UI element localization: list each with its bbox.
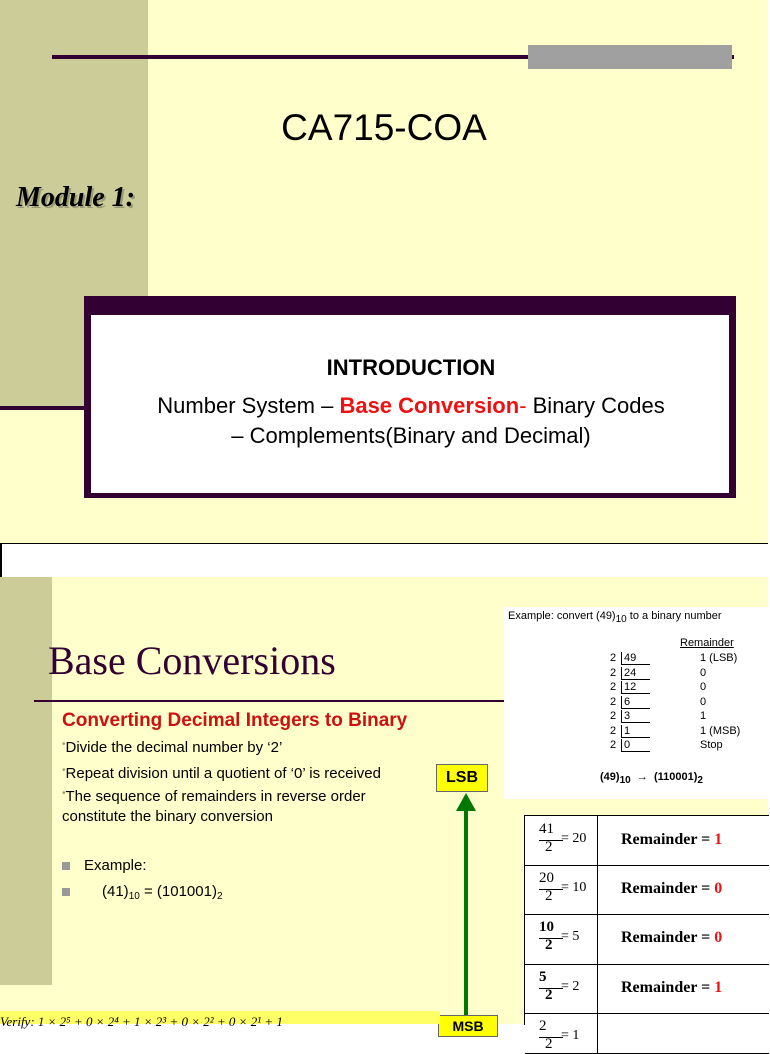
topic-box	[90, 314, 730, 494]
gray-accent-block	[528, 45, 732, 69]
remainder-digit: 1	[714, 831, 723, 848]
remainder-value: 0	[700, 666, 707, 679]
topic-text: Binary Codes	[526, 393, 665, 418]
left-rule	[0, 406, 84, 410]
example-label: Example:	[84, 857, 147, 874]
example-result: (49)10 → (110001)2	[600, 771, 703, 786]
denominator: 2	[545, 1036, 553, 1052]
divisor: 2	[610, 695, 617, 708]
lsb-label: LSB	[436, 764, 488, 792]
quotient: = 1	[561, 1028, 580, 1043]
numerator: 2	[539, 1018, 547, 1034]
dividend: 0	[621, 739, 650, 752]
remainder-header: Remainder	[680, 637, 734, 649]
quotient: = 5	[561, 929, 580, 944]
column-divider	[597, 865, 598, 914]
division-step	[610, 739, 770, 753]
remainder-value: 1 (MSB)	[700, 724, 741, 737]
divisor: 2	[610, 739, 617, 751]
remainder-text	[621, 831, 722, 849]
denominator: 2	[545, 937, 553, 953]
division-row	[525, 816, 769, 866]
remainder-label: Remainder =	[621, 929, 715, 946]
column-divider	[597, 1013, 598, 1053]
dividend: 24	[621, 667, 650, 680]
divisor: 2	[610, 652, 617, 664]
arrow-shaft	[464, 807, 468, 1025]
square-bullet	[62, 888, 70, 896]
denominator: 2	[545, 839, 553, 855]
divisor: 2	[610, 710, 617, 722]
dividend: 1	[621, 725, 650, 738]
quotient: = 20	[561, 831, 587, 846]
division-step	[610, 710, 770, 724]
divisor: 2	[610, 681, 617, 693]
topic-dash: -	[519, 393, 527, 418]
remainder-digit: 0	[714, 880, 723, 897]
divisor: 2	[610, 666, 617, 679]
dividend: 49	[621, 652, 650, 665]
remainder-digit: 0	[714, 929, 723, 946]
numerator: 20	[539, 870, 554, 886]
bullet-dot: •	[62, 739, 66, 750]
topic-text: Number System –	[157, 393, 340, 418]
division-table	[524, 815, 769, 1052]
column-divider	[597, 816, 598, 865]
division-step	[610, 652, 770, 666]
topic-highlight: Base Conversion	[339, 393, 520, 418]
module-label: Module 1:	[16, 182, 135, 213]
remainder-label: Remainder =	[621, 979, 715, 996]
verification-strip: Verify: 1 × 2⁵ + 0 × 2⁴ + 1 × 2³ + 0 × 2² + 0 × 2¹ + 1	[0, 1011, 440, 1024]
slide-title: Base Conversions	[48, 638, 336, 683]
remainder-label: Remainder =	[621, 880, 715, 897]
bullet-dot: •	[62, 765, 66, 776]
bullet-item: •Divide the decimal number by ‘2’	[62, 739, 283, 756]
division-step	[610, 667, 770, 681]
divisor: 2	[610, 724, 617, 737]
remainder-value: 0	[700, 695, 707, 708]
remainder-value: 0	[700, 681, 707, 693]
bullet-dot: •	[62, 788, 66, 799]
bullet-item: •The sequence of remainders in reverse order	[62, 788, 366, 805]
quotient: = 2	[561, 979, 580, 994]
slide-subtitle: Converting Decimal Integers to Binary	[62, 710, 408, 731]
division-step	[610, 696, 770, 710]
division-row	[525, 964, 769, 1014]
quotient: = 10	[561, 880, 587, 895]
bullet-item: •Repeat division until a quotient of ‘0’ is received	[62, 765, 381, 782]
division-row	[525, 914, 769, 965]
square-bullet	[62, 862, 70, 870]
topic-heading: INTRODUCTION	[326, 355, 496, 380]
topic-line-2: – Complements(Binary and Decimal)	[231, 423, 591, 448]
denominator: 2	[545, 888, 553, 904]
example-expression: $(41)_{10} = (101001)_2$	[102, 883, 223, 902]
division-step	[610, 681, 770, 695]
slide-divider	[0, 543, 768, 577]
remainder-value: 1 (LSB)	[700, 652, 738, 664]
division-row	[525, 865, 769, 915]
numerator: 5	[539, 969, 547, 985]
remainder-value: 1	[700, 710, 707, 722]
dividend: 6	[621, 696, 650, 709]
dividend: 12	[621, 681, 650, 694]
remainder-label: Remainder =	[621, 831, 715, 848]
denominator: 2	[545, 987, 553, 1003]
division-row	[525, 1013, 769, 1054]
msb-label: MSB	[438, 1015, 498, 1037]
course-title: CA715-COA	[281, 107, 487, 148]
remainder-value: Stop	[700, 739, 723, 751]
numerator: 10	[539, 919, 554, 935]
example-title: Example: convert (49)10 to a binary number	[508, 610, 722, 625]
numerator: 41	[539, 821, 554, 837]
right-arrow-icon: →	[636, 771, 648, 783]
topic-line-1	[91, 393, 731, 419]
column-divider	[597, 964, 598, 1013]
remainder-text	[621, 929, 722, 947]
left-accent-bar	[0, 577, 52, 985]
example-conversion-box	[504, 607, 768, 799]
title-rule	[34, 700, 504, 702]
division-step	[610, 725, 770, 739]
remainder-digit: 1	[714, 979, 723, 996]
base-conversion-slide	[0, 577, 768, 1052]
dividend: 3	[621, 710, 650, 723]
remainder-text	[621, 979, 722, 997]
bullet-continuation: constitute the binary conversion	[62, 808, 273, 825]
remainder-text	[621, 880, 722, 898]
column-divider	[597, 914, 598, 964]
